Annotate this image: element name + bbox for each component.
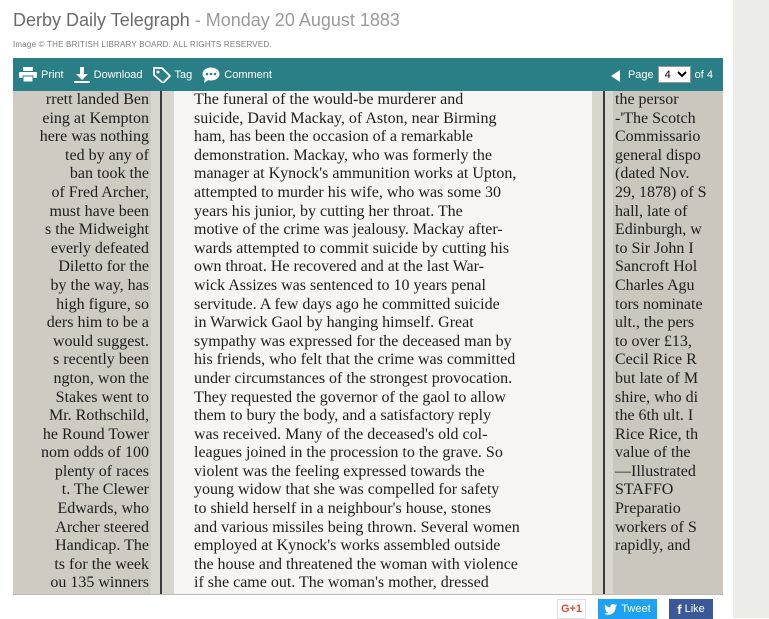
text-line: violent was the feeling expressed towards the [194,462,485,480]
text-line: he Round Tower [42,425,149,443]
text-line: his friends, who felt that the crime was committed [194,351,516,369]
facebook-icon: f [677,601,682,617]
download-button[interactable] [74,67,143,83]
newspaper-viewer[interactable] [13,91,723,594]
text-line: hall, late of [615,202,688,220]
left-column [13,91,151,594]
text-line: manager at Kynock's ammunition works at Upton, [194,165,517,183]
text-line: t. The Clewer [61,481,149,499]
text-line: eing at Kempton [42,109,149,127]
text-line: own throat. He recovered and at the last War- [194,258,484,276]
print-button[interactable] [19,67,64,82]
facebook-like-button[interactable] [669,599,713,619]
text-line: ted by any of [65,146,149,164]
text-line: must have been [49,202,149,220]
text-line: ult., the pers [615,314,695,332]
text-line: employed at Kynock's works assembled outside [194,537,501,555]
text-line: of Fred Archer, [51,183,149,201]
text-line: everly defeated [50,239,149,257]
text-line: in Warwick Gaol by hanging himself. Great [194,314,474,332]
copyright-notice: Image © THE BRITISH LIBRARY BOARD. ALL RIGHTS RESERVED. [13,40,272,49]
text-line: Archer steered [55,518,149,536]
text-line: wards attempted to commit suicide by cutting his [194,239,510,257]
text-line: the persor [615,91,679,108]
text-line: Commissario [615,128,701,146]
text-line: if she came out. The woman's mother, dressed [194,574,489,592]
comment-icon [202,67,220,83]
text-line: ou 135 winners [50,574,149,592]
text-line: shire, who di [615,388,699,406]
text-line: motive of the crime was jealousy. Mackay after- [194,221,503,239]
tag-icon [153,67,171,83]
comment-button[interactable] [202,67,272,83]
text-line: general dispo [615,146,701,164]
text-line: here was nothing [39,128,149,146]
printer-icon [19,67,37,82]
text-line: Rice Rice, th [615,425,699,443]
text-line: nom odds of 100 [41,444,149,462]
text-line: ngton, won the [53,369,149,387]
google-plus-button[interactable] [557,599,586,619]
tweet-label: Tweet [621,603,651,615]
text-line: to Sir John I [615,239,694,257]
page-title [13,10,400,31]
download-label: Download [93,68,143,81]
text-line: (dated Nov. [615,165,690,183]
text-line: Mr. Rothschild, [48,407,149,425]
text-line: the 6th ult. I [615,407,694,425]
text-line: s recently been [53,351,149,369]
text-line: them to bury the body, and a satisfactory reply [194,407,492,425]
print-label: Print [41,68,64,81]
side-strip [733,0,769,618]
viewer-toolbar [13,58,723,91]
text-line: value of the [615,444,691,462]
text-line: by the way, has [50,276,149,294]
text-line: under circumstances of the strongest provocation. [194,369,513,387]
text-line: Sancroft Hol [615,258,698,276]
text-line: would suggest. [53,332,149,350]
text-line: sympathy was expressed for the deceased man by [194,332,512,350]
text-line: years his junior, by cutting her throat. The [194,202,463,220]
page-total: of 4 [694,68,713,81]
text-line: demonstration. Mackay, who was formerly the [194,146,492,164]
article-column [174,91,592,594]
text-line: s the Midweight [45,221,149,239]
text-line: ts for the week [54,555,149,573]
text-line: -'The Scotch [615,109,696,127]
like-label: Like [684,603,705,615]
text-line: rrett landed Ben [45,91,149,108]
text-line: Diletto for the [58,258,149,276]
text-line: 29, 1878) of S [615,183,707,201]
text-line: ban took the [69,165,149,183]
right-column [613,91,723,594]
publication-name: Derby Daily Telegraph [13,10,190,30]
google-plus-label: G+1 [560,603,583,615]
bottom-divider [13,594,723,595]
text-line: Edwards, who [57,500,149,518]
text-line: Handicap. The [55,537,149,555]
text-line: suicide, David Mackay, of Aston, near Birming [194,109,497,127]
text-line: —Illustrated [615,462,696,480]
text-line: Edinburgh, w [615,221,702,239]
tag-button[interactable] [153,67,193,83]
page-label: Page [627,68,654,81]
text-line: to over £13, [615,332,692,350]
text-line: Stakes went to [55,388,149,406]
text-line: They requested the governor of the gaol to allow [194,388,506,406]
text-line: leagues joined in the procession to the grave. So [194,444,503,462]
twitter-bird-icon [604,604,617,615]
text-line: Charles Agu [615,276,695,294]
text-line: Cecil Rice R [615,351,697,369]
text-line: to shield herself in a neighbour's house, stones [194,500,492,518]
text-line: Preparatio [615,500,681,518]
text-line: wick Assizes was sentenced to 10 years penal [194,276,486,294]
text-line: ham, has been the occasion of a remarkable [194,128,473,146]
download-icon [74,67,90,83]
text-line: was received. Many of the deceased's old col- [194,425,488,443]
tag-label: Tag [174,68,193,81]
text-line: but late of M [615,369,699,387]
triangle-left-icon[interactable] [611,70,620,82]
text-line: servitude. A few days ago he committed suicide [194,295,500,313]
comment-label: Comment [224,68,272,81]
text-line: the house and threatened the woman with violence [194,555,518,573]
text-line: tors nominate [615,295,703,313]
column-divider-right [603,91,605,594]
text-line: The funeral of the would-be murderer and [194,91,464,108]
page-select[interactable] [658,66,691,83]
title-separator: - [189,10,206,30]
tweet-button[interactable] [598,599,657,619]
page-navigator [611,58,713,91]
publication-date: Monday 20 August 1883 [205,10,400,30]
text-line: high figure, so [56,295,149,313]
column-divider-left [160,91,162,594]
text-line: and various missiles being thrown. Several women [194,518,520,536]
text-line: workers of S [615,518,697,536]
text-line: rapidly, and [615,537,691,555]
text-line: STAFFO [615,481,674,499]
text-line: plenty of races [54,462,149,480]
text-line: ders him to be a [46,314,149,332]
text-line: attempted to murder his wife, who was some 30 [194,183,502,201]
text-line: young widow that she was compelled for safety [194,481,500,499]
